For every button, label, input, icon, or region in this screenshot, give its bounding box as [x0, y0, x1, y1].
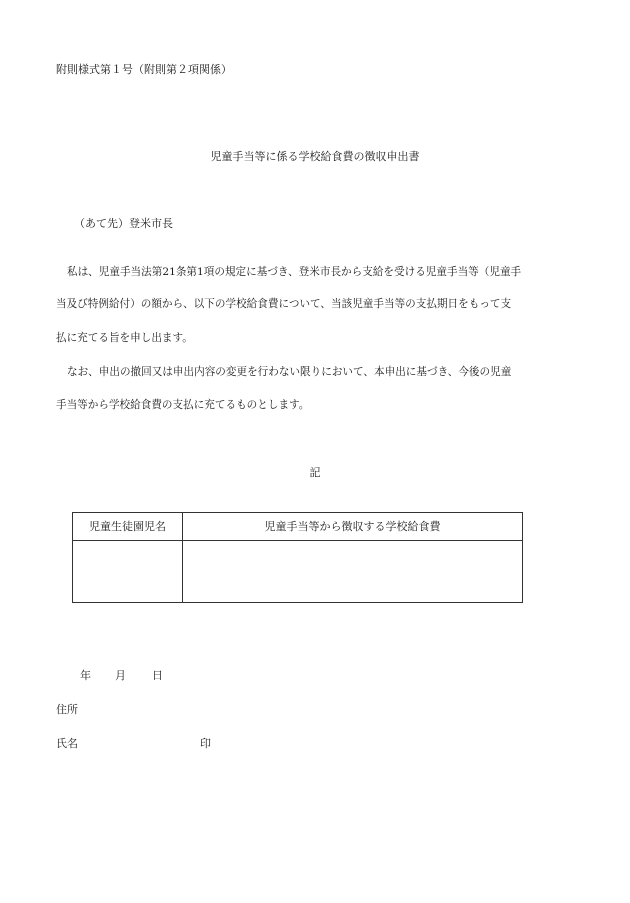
body-line-3: 払に充てる旨を申し出ます。	[56, 332, 193, 344]
fee-header: 児童手当等から徴収する学校給食費	[183, 513, 523, 541]
body-line-1	[56, 267, 580, 278]
addressee: （あて先）登米市長	[74, 217, 173, 230]
address-label: 住所	[56, 703, 78, 716]
document-title: 児童手当等に係る学校給食費の徴収申出書	[210, 150, 420, 163]
ki-heading: 記	[309, 466, 321, 479]
table-row	[73, 541, 523, 603]
body-line-4-text: なお、申出の撤回又は申出内容の変更を行わない限りにおいて、本申出に基づき、今後の児童	[67, 366, 512, 378]
body-line-5: 手当等から学校給食費の支払に充てるものとします。	[56, 399, 310, 411]
date-row	[80, 670, 163, 681]
form-number: 附則様式第１号（附則第２項関係）	[56, 63, 232, 76]
name-label: 氏名	[56, 737, 78, 750]
day-label: 日	[152, 669, 163, 682]
student-name-cell[interactable]	[73, 541, 183, 603]
month-label: 月	[115, 669, 126, 682]
seal-mark: 印	[200, 737, 211, 750]
table-header-row	[73, 513, 523, 541]
body-line-1-text: 私は、児童手当法第21条第1項の規定に基づき、登米市長から支給を受ける児童手当等（児童手	[67, 266, 522, 278]
body-line-4	[56, 367, 580, 378]
body-line-2: 当及び特例給付）の額から、以下の学校給食費について、当該児童手当等の支払期日をもって支	[56, 298, 512, 310]
year-label: 年	[80, 669, 91, 682]
fee-table	[72, 512, 523, 603]
fee-cell[interactable]	[183, 541, 523, 603]
student-name-header: 児童生徒園児名	[73, 513, 183, 541]
